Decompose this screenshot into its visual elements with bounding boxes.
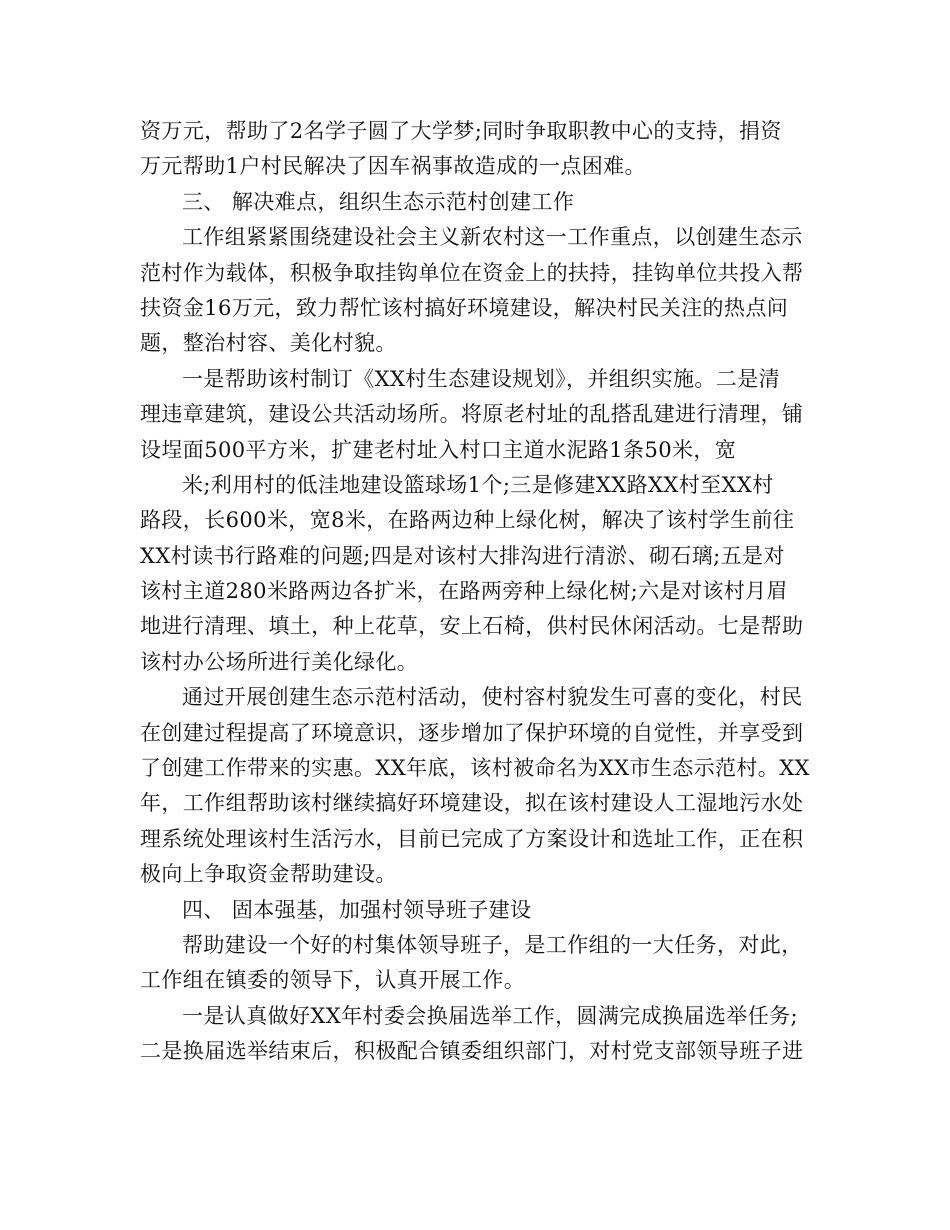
- text-line: 设埕面500平方米，扩建老村址入村口主道水泥路1条50米，宽: [140, 437, 737, 462]
- section-heading: 四、 固本强基，加强村领导班子建设: [182, 897, 532, 922]
- text-line: 一是帮助该村制订《XX村生态建设规划》，并组织实施。二是清: [182, 366, 780, 391]
- text-line: 题，整治村容、美化村貌。: [140, 331, 397, 356]
- text-line: 一是认真做好XX年村委会换届选举工作，圆满完成换届选举任务;: [182, 1003, 798, 1028]
- section-heading: 三、 解决难点，组织生态示范村创建工作: [182, 189, 575, 214]
- text-line: XX村读书行路难的问题;四是对该村大排沟进行清淤、砌石璃;五是对: [140, 543, 785, 568]
- text-line: 帮助建设一个好的村集体领导班子，是工作组的一大任务，对此，: [182, 932, 803, 957]
- text-line: 米;利用村的低洼地建设篮球场1个;三是修建XX路XX村至XX村: [182, 472, 774, 497]
- text-line: 路段，长600米，宽8米，在路两边种上绿化树，解决了该村学生前往: [140, 508, 795, 533]
- text-line: 工作组紧紧围绕建设社会主义新农村这一工作重点，以创建生态示: [182, 225, 803, 250]
- text-line: 工作组在镇委的领导下，认真开展工作。: [140, 968, 526, 993]
- text-line: 该村主道280米路两边各扩米，在路两旁种上绿化树;六是对该村月眉: [140, 579, 788, 604]
- text-line: 了创建工作带来的实惠。XX年底，该村被命名为XX市生态示范村。XX: [140, 756, 810, 781]
- text-line: 二是换届选举结束后，积极配合镇委组织部门，对村党支部领导班子进: [140, 1039, 804, 1064]
- text-line: 扶资金16万元，致力帮忙该村搞好环境建设，解决村民关注的热点问: [140, 295, 789, 320]
- text-line: 在创建过程提高了环境意识，逐步增加了保护环境的自觉性，并享受到: [140, 720, 804, 745]
- text-line: 该村办公场所进行美化绿化。: [140, 649, 419, 674]
- text-line: 理系统处理该村生活污水，目前已完成了方案设计和选址工作，正在积: [140, 826, 804, 851]
- text-line: 范村作为载体，积极争取挂钩单位在资金上的扶持，挂钩单位共投入帮: [140, 260, 804, 285]
- text-line: 资万元，帮助了2名学子圆了大学梦;同时争取职教中心的支持，捐资: [140, 119, 782, 143]
- text-line: 年，工作组帮助该村继续搞好环境建设，拟在该村建设人工湿地污水处: [140, 791, 804, 816]
- text-line: 通过开展创建生态示范村活动，使村容村貌发生可喜的变化，村民: [182, 685, 803, 710]
- text-line: 极向上争取资金帮助建设。: [140, 862, 397, 887]
- text-line: 万元帮助1户村民解决了因车祸事故造成的一点困难。: [140, 154, 646, 179]
- text-line: 地进行清理、填土，种上花草，安上石椅，供村民休闲活动。七是帮助: [140, 614, 804, 639]
- text-line: 理违章建筑，建设公共活动场所。将原老村址的乱搭乱建进行清理，铺: [140, 402, 804, 427]
- document-body: [140, 114, 812, 1070]
